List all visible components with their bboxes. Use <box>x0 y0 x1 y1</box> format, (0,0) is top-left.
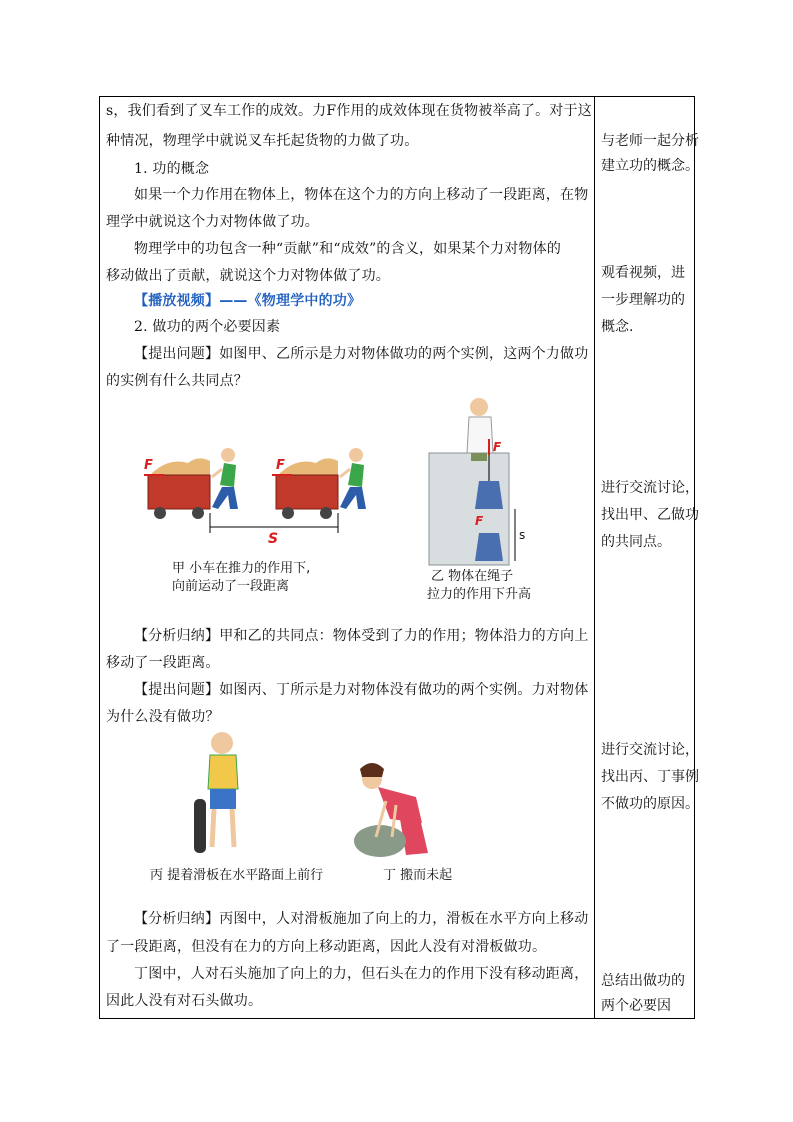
side-note: 的共同点。 <box>601 534 671 550</box>
figure-bing-caption: 丙 提着滑板在水平路面上前行 <box>150 868 324 883</box>
side-note: 不做功的原因。 <box>601 796 699 812</box>
side-note: 进行交流讨论， <box>601 480 699 496</box>
student-activity-column <box>595 97 699 1018</box>
section-heading: 2. 做功的两个必要因素 <box>134 319 281 335</box>
figure-jia-caption: 甲 小车在推力的作用下, <box>172 561 311 576</box>
side-note: 与老师一起分析 <box>601 133 699 149</box>
side-note: 总结出做功的 <box>601 973 685 989</box>
analysis-line: 【分析归纳】甲和乙的共同点：物体受到了力的作用；物体沿力的方向上 <box>134 628 589 644</box>
video-link[interactable]: 【播放视频】——《物理学中的功》 <box>134 293 362 309</box>
force-label: F <box>475 514 484 528</box>
side-note: 找出甲、乙做功 <box>601 507 699 523</box>
paragraph-line: 理学中就说这个力对物体做了功。 <box>106 214 319 230</box>
question-line: 为什么没有做功？ <box>106 709 220 725</box>
figure-ding-caption: 丁 搬而未起 <box>383 868 453 883</box>
paragraph-line: 如果一个力作用在物体上，物体在这个力的方向上移动了一段距离，在物 <box>134 187 589 203</box>
side-note: 建立功的概念。 <box>601 158 699 174</box>
side-note: 找出丙、丁事例 <box>601 769 699 785</box>
side-note: 一步理解功的 <box>601 292 685 308</box>
figure-yi-caption: 乙 物体在绳子 <box>431 569 514 584</box>
analysis-line: 移动了一段距离。 <box>106 655 220 671</box>
paragraph-line: s，我们看到了叉车工作的成效。力F作用的成效体现在货物被举高了。对于这 <box>106 103 592 119</box>
figure-ding-girl-rock <box>330 757 450 867</box>
cart-1 <box>148 458 210 519</box>
force-label: F <box>276 458 285 473</box>
figure-bing-boy-skateboard <box>190 729 260 859</box>
side-note: 观看视频，进 <box>601 265 685 281</box>
rock <box>354 825 406 857</box>
question-line: 【提出问题】如图甲、乙所示是力对物体做功的两个实例，这两个力做功 <box>134 346 589 362</box>
skateboard <box>194 799 206 853</box>
side-note: 两个必要因 <box>601 998 671 1014</box>
force-label: F <box>493 440 502 454</box>
analysis-line: 了一段距离，但没有在力的方向上移动距离，因此人没有对滑板做功。 <box>106 939 547 955</box>
figure-yi-caption: 拉力的作用下升高 <box>427 587 532 602</box>
bag-bottom <box>475 533 503 561</box>
distance-label: S <box>268 531 279 545</box>
question-line: 【提出问题】如图丙、丁所示是力对物体没有做功的两个实例。力对物体 <box>134 682 589 698</box>
paragraph-line: 种情况，物理学中就说叉车托起货物的力做了功。 <box>106 133 419 149</box>
cart-2 <box>276 458 338 519</box>
paragraph-line: 物理学中的功包含一种“贡献”和“成效”的含义，如果某个力对物体的 <box>134 241 562 257</box>
figure-jia-caption: 向前运动了一段距离 <box>172 579 290 594</box>
distance-label: s <box>519 528 526 542</box>
question-line: 的实例有什么共同点？ <box>106 373 248 389</box>
analysis-line: 因此人没有对石头做功。 <box>106 993 263 1009</box>
analysis-line: 丁图中，人对石头施加了向上的力，但石头在力的作用下没有移动距离， <box>134 966 589 982</box>
analysis-line: 【分析归纳】丙图中，人对滑板施加了向上的力，滑板在水平方向上移动 <box>134 911 589 927</box>
side-note: 进行交流讨论， <box>601 742 699 758</box>
boy-pushing-1 <box>212 448 238 509</box>
section-heading: 1. 功的概念 <box>134 161 210 177</box>
paragraph-line: 移动做出了贡献，就说这个力对物体做了功。 <box>106 268 390 284</box>
side-note: 概念. <box>601 319 634 335</box>
figure-yi-rope-lift <box>427 393 537 568</box>
figure-jia-cart-push <box>138 425 403 545</box>
teaching-content-column <box>100 97 594 1018</box>
boy-pushing-2 <box>340 448 366 509</box>
lesson-table <box>99 96 699 1019</box>
force-label: F <box>144 458 153 473</box>
bag-top <box>475 481 503 509</box>
